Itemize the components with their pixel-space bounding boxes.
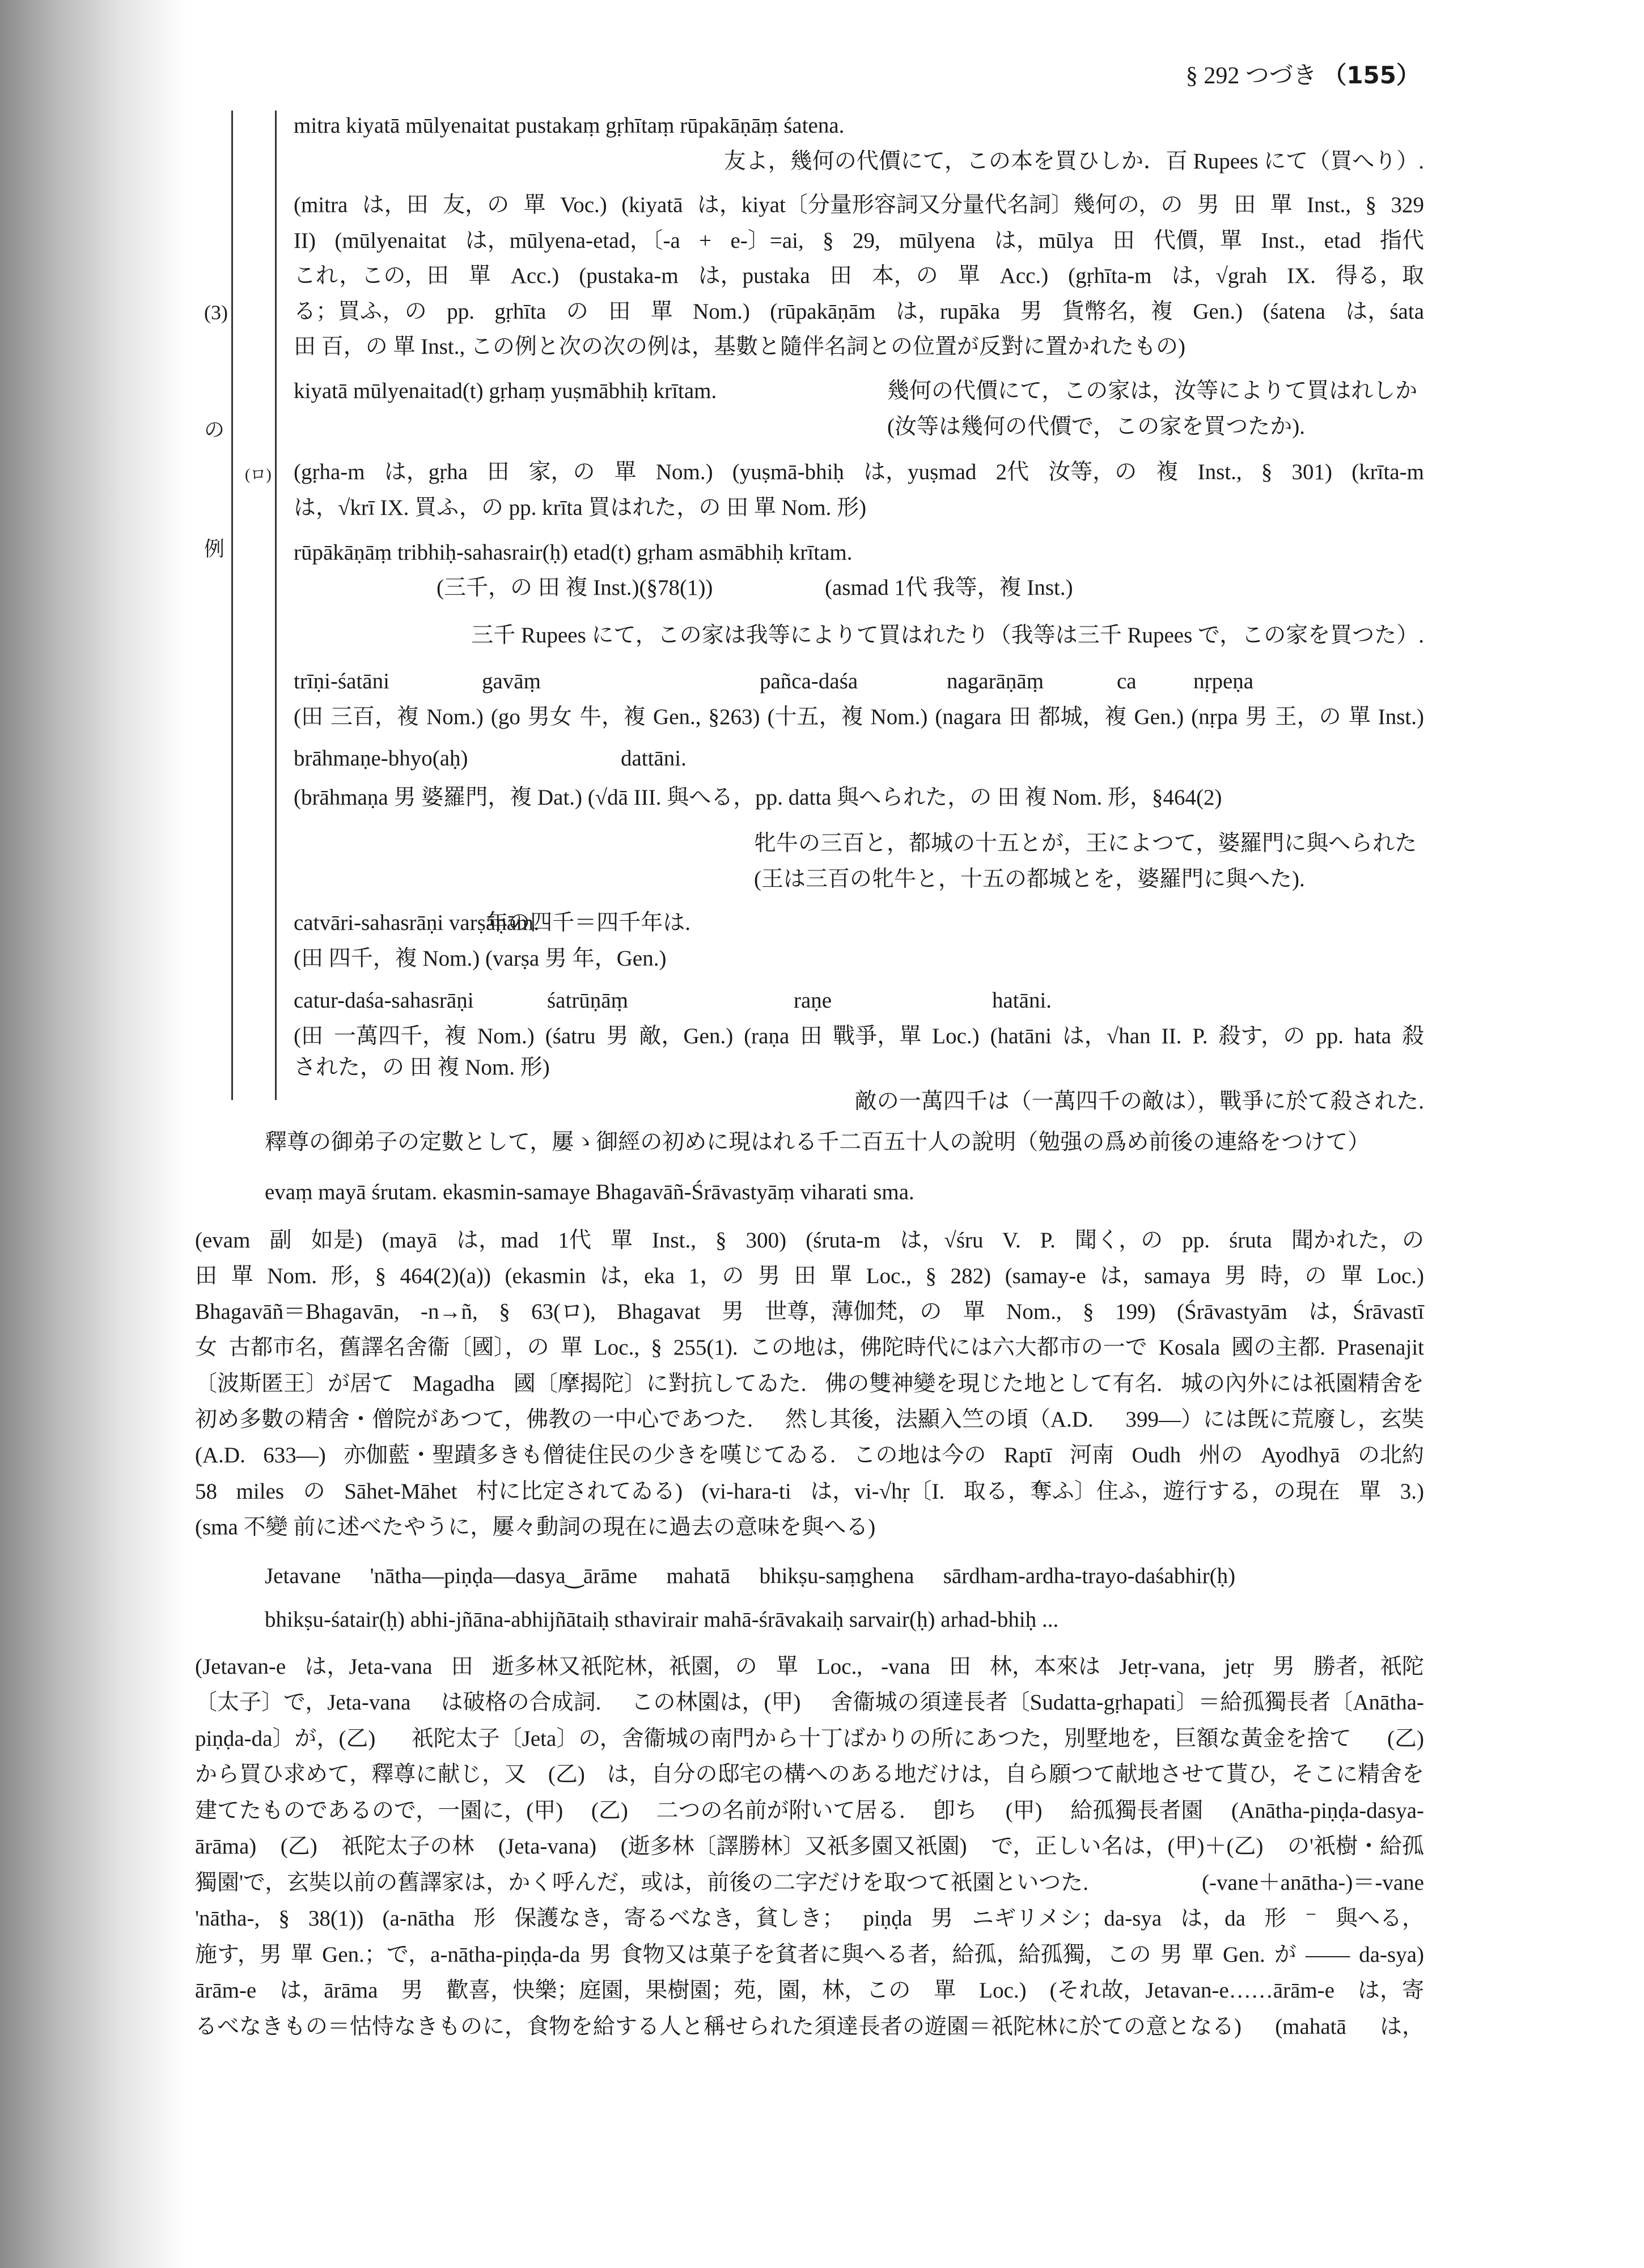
sanskrit-line: bhikṣu-śatair(ḥ) abhi-jñāna-abhijñātaiḥ sthavirair mahā-śrāvakaiḥ sarvair(ḥ) arhad-bhiḥ ... (265, 1607, 1059, 1632)
note-line: (mitra は，田 友，の 單 Voc.) (kiyatā は，kiyat〔分量形容詞又分量代名詞〕幾何の，の 男 田 單 Inst., § 329 (294, 193, 1424, 217)
note-line: piṇḍa-da〕が，(乙) 祇陀太子〔Jeta〕の，舍衞城の南門から十丁ばかりの所にあつた，別墅地を，巨額な黃金を捨て (乙) (195, 1727, 1424, 1751)
sanskrit-line: Jetavane 'nātha—piṇḍa—dasya‿ārāme mahatā bhikṣu-saṃghena sārdham-ardha-trayo-daśabhir(ḥ) (265, 1564, 1236, 1588)
scan-shadow (0, 0, 187, 2268)
gloss-line: (三千，の 田 複 Inst.)(§78(1)) (437, 576, 713, 600)
note-line: 〔太子〕で，Jeta-vana は破格の合成詞. この林園は，(甲) 舍衞城の須達長者〔Sudatta-gṛhapati〕＝給孤獨長者〔Anātha- (195, 1690, 1424, 1715)
note-line: 58 miles の Sāhet-Māhet 村に比定されてゐる) (vi-hara-ti は，vi-√hṛ〔I. 取る，奪ふ〕住ふ，遊行する，の現在 單 3.) (195, 1479, 1424, 1504)
note-line: (Jetavan-e は，Jeta-vana 田 逝多林又祇陀林，祇園，の 單 Loc., -vana 田 林，本來は Jetṛ-vana, jetṛ 男 勝者，祇陀 (195, 1655, 1424, 1679)
note-line: 女 古都市名，舊譯名舍衞〔國〕，の 單 Loc., § 255(1). この地は，佛陀時代には六大都市の一で Kosala 國の主都. Prasenajit (195, 1335, 1424, 1360)
note-line: (A.D. 633—) 亦伽藍・聖蹟多きも僧徒住民の少きを嘆じてゐる. この地は今の Raptī 河南 Oudh 州の Ayodhyā の北約 (195, 1443, 1424, 1467)
sanskrit-line: mitra kiyatā mūlyenaitat pustakaṃ gṛhītaṃ rūpakāṇāṃ śatena. (294, 113, 845, 138)
bracket-line-outer (231, 111, 233, 1100)
translation-line: 友よ，幾何の代價にて，この本を買ひしか．百 Rupees にて（買へり）. (723, 149, 1424, 174)
gloss-line: (asmad 1代 我等，複 Inst.) (825, 576, 1073, 600)
note-line: は，√krī IX. 買ふ，の pp. krīta 買はれた，の 田 單 Nom. 形) (294, 496, 867, 520)
translation-line: 三千 Rupees にて，この家は我等によりて買はれたり（我等は三千 Rupees で，この家を買つた）. (471, 623, 1424, 648)
sanskrit-word: gavāṃ (482, 669, 541, 693)
note-line: から買ひ求めて，釋尊に献じ，又 (乙) は，自分の邸宅の構へのある地だけは，自ら願つて献地させて貰ひ，そこに精舍を (195, 1762, 1424, 1787)
sanskrit-word: trīṇi-śatāni (294, 669, 389, 693)
bracket-line-inner (275, 111, 277, 1100)
sanskrit-word: śatrūṇāṃ (547, 988, 628, 1013)
note-line: (sma 不變 前に述べたやうに，屢々動詞の現在に過去の意味を與へる) (195, 1515, 876, 1539)
sanskrit-word: catur-daśa-sahasrāṇi (294, 988, 474, 1013)
running-header (1186, 57, 1420, 91)
margin-label-rei: 例 (204, 538, 225, 560)
note-line: 'nātha-, § 38(1)) (a-nātha 形 保護なき，寄るべなき，貧しき； piṇḍa 男 ニギリメシ；da-sya は，da 形 ⁻ 與へる， (195, 1906, 1424, 1931)
note-line: 獨園'で，玄奘以前の舊譯家は，かく呼んだ，或は，前後の二字だけを取つて祇園といつた. (-vane＋anātha-)＝-vane (195, 1871, 1424, 1895)
note-line: 建てたものであるので，一園に，(甲) (乙) 二つの名前が附いて居る. 卽ち (甲) 給孤獨長者園 (Anātha-piṇḍa-dasya- (195, 1799, 1424, 1823)
translation-line: 年の四千＝四千年は. (486, 911, 690, 935)
note-line: (evam 副 如是) (mayā は，mad 1代 單 Inst., § 300) (śruta-m は，√śru V. P. 聞く，の pp. śruta 聞かれた，の (195, 1228, 1424, 1253)
note-line: 施す，男 單 Gen.；で，a-nātha-piṇḍa-da 男 食物又は菓子を貧者に與へる者，給孤，給孤獨，この 男 單 Gen. が —— da-sya) (195, 1943, 1424, 1967)
note-line: 田 單 Nom. 形，§ 464(2)(a)) (ekasmin は，eka 1，の 男 田 單 Loc., § 282) (samay-e は，samaya 男 時，の 單 Loc.) (195, 1264, 1424, 1288)
sanskrit-word: ca (1117, 669, 1137, 693)
section-ref: § 292 つづき (1185, 63, 1317, 89)
note-line: ārām-e は，ārāma 男 歡喜，快樂；庭園，果樹園；苑，園，林，この 單 Loc.) (それ故，Jetavan-e……ārām-e は，寄 (195, 1978, 1424, 2003)
sanskrit-line: catvāri-sahasrāṇi varṣāṇām. (294, 911, 540, 935)
note-line: (gṛha-m は，gṛha 田 家，の 單 Nom.) (yuṣmā-bhiḥ は，yuṣmad 2代 汝等，の 複 Inst., § 301) (krīta-m (294, 460, 1424, 484)
sanskrit-word: brāhmaṇe-bhyo(aḥ) (294, 746, 468, 771)
margin-marker-ro: (ロ) (245, 466, 272, 484)
gloss-line: された，の 田 複 Nom. 形) (294, 1055, 550, 1080)
sanskrit-word: pañca-daśa (760, 669, 858, 693)
sanskrit-word: hatāni. (992, 988, 1052, 1013)
gloss-line: (田 三百，複 Nom.) (go 男女 牛，複 Gen., §263) (十五，複 Nom.) (nagara 田 都城，複 Gen.) (nṛpa 男 王，の 單 Inst.) (294, 705, 1424, 729)
note-line: 〔波斯匿王〕が居て Magadha 國〔摩揭陀〕に對抗してゐた. 佛の雙神變を現じた地として有名. 城の內外には祇園精舍を (195, 1372, 1424, 1396)
section-heading: 釋尊の御弟子の定數として，屢ゝ御經の初めに現はれる千二百五十人の說明（勉强の爲め前後の連絡をつけて） (265, 1130, 1370, 1154)
note-line: 田 百，の 單 Inst., この例と次の次の例は，基數と隨伴名詞との位置が反對に置かれたもの) (294, 335, 1185, 359)
note-line: これ，この，田 單 Acc.) (pustaka-m は，pustaka 田 本，の 單 Acc.) (gṛhīta-m は，√grah IX. 得る，取 (294, 264, 1424, 288)
translation-line: (汝等は幾何の代價で，この家を買つたか). (887, 414, 1305, 439)
sanskrit-line: kiyatā mūlyenaitad(t) gṛhaṃ yuṣmābhiḥ krītam. (294, 379, 717, 403)
translation-line: 幾何の代價にて，この家は，汝等によりて買はれしか (887, 379, 1418, 403)
note-line: Bhagavāñ＝Bhagavān, -n→ñ, § 63(ロ), Bhagavat 男 世尊，薄伽梵，の 單 Nom., § 199) (Śrāvastyām は，Śrāvastī (195, 1300, 1424, 1324)
sanskrit-word: raṇe (794, 988, 832, 1013)
sanskrit-word: nagarāṇāṃ (947, 669, 1044, 693)
margin-label-no: の (204, 418, 225, 441)
sanskrit-line: evaṃ mayā śrutam. ekasmin-samaye Bhagavāñ-Śrāvastyāṃ viharati sma. (265, 1180, 914, 1204)
page-number: （155） (1323, 61, 1420, 89)
note-line: 初め多數の精舍・僧院があつて，佛教の一中心であつた. 然し其後，法顯入竺の頃（A.D. 399—）には旣に荒廢し，玄奘 (195, 1407, 1424, 1432)
note-line: るべなきもの＝怙恃なきものに，食物を給する人と稱せられた須達長者の遊園＝祇陀林に於ての意となる) (mahatā は， (195, 2015, 1424, 2039)
note-line: ārāma) (乙) 祇陀太子の林 (Jeta-vana) (逝多林〔譯勝林〕又祇多園又祇園) で，正しい名は，(甲)＋(乙) の'祇樹・給孤 (195, 1834, 1424, 1859)
gloss-line: (田 一萬四千，複 Nom.) (śatru 男 敵，Gen.) (raṇa 田 戰爭，單 Loc.) (hatāni は，√han II. P. 殺す，の pp. hata 殺 (294, 1024, 1424, 1048)
note-line: II) (mūlyenaitat は，mūlyena-etad，〔-a + e-〕=ai, § 29, mūlyena は，mūlya 田 代價，單 Inst., etad 指代 (294, 229, 1424, 253)
sanskrit-word: nṛpeṇa (1193, 669, 1254, 693)
gloss-line: (田 四千，複 Nom.) (varṣa 男 年，Gen.) (294, 946, 667, 971)
translation-line: 敵の一萬四千は（一萬四千の敵は），戰爭に於て殺された. (854, 1089, 1424, 1114)
gloss-line: (brāhmaṇa 男 婆羅門，複 Dat.) (√dā III. 與へる，pp. datta 與へられた，の 田 複 Nom. 形，§464(2) (294, 785, 1222, 810)
translation-line: 牝牛の三百と，都城の十五とが，王によつて，婆羅門に與へられた (754, 831, 1417, 856)
sanskrit-word: dattāni. (621, 746, 687, 771)
note-line: る；買ふ，の pp. gṛhīta の 田 單 Nom.) (rūpakāṇām は，rupāka 男 貨幣名，複 Gen.) (śatena は，śata (294, 299, 1424, 324)
sanskrit-line: rūpākāṇāṃ tribhiḥ-sahasrair(ḥ) etad(t) gṛham asmābhiḥ krītam. (294, 540, 853, 565)
margin-number: (3) (204, 301, 228, 324)
translation-line: (王は三百の牝牛と，十五の都城とを，婆羅門に與へた). (754, 867, 1305, 891)
